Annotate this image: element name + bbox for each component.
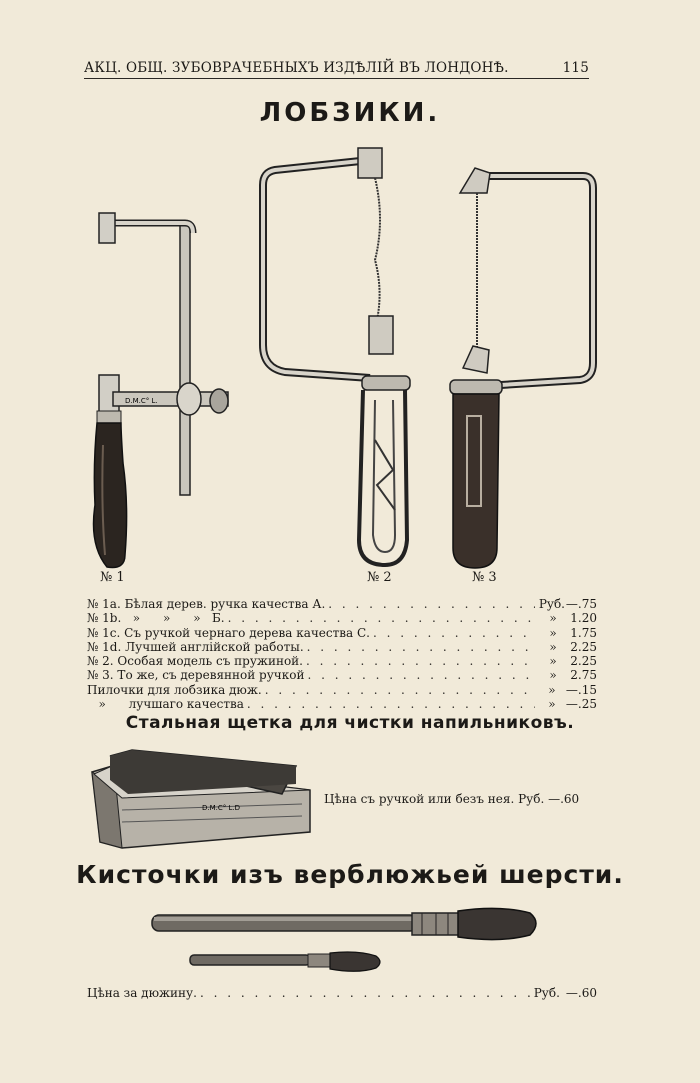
figure-label-1: № 1 (100, 570, 125, 585)
camel-brush-price-desc: Цѣна за дюжину. (87, 986, 197, 1000)
leader-dots (265, 683, 535, 697)
price-row (87, 640, 597, 654)
fretsaws-title: ЛОБЗИКИ. (259, 98, 441, 128)
fretsaw-no2-illustration (255, 140, 425, 570)
price-row (87, 697, 597, 711)
price-row-unit: » (549, 625, 557, 640)
figure-label-2: № 2 (367, 570, 392, 585)
camel-brushes-title: Кисточки изъ верблюжьей шерсти. (76, 860, 624, 889)
price-row-price: —.25 (565, 697, 597, 712)
steel-brush-stamp: D.M.C° L.D (202, 804, 241, 812)
price-row-price: 1.75 (570, 625, 597, 640)
running-title: АКЦ. ОБЩ. ЗУБОВРАЧЕБНЫХЪ ИЗДѢЛІЙ ВЪ ЛОНДОНѢ. (84, 60, 509, 76)
leader-dots (307, 640, 536, 654)
price-row (87, 611, 597, 625)
price-row-price: —.15 (565, 682, 597, 697)
leader-dots (373, 626, 536, 640)
leader-dots (328, 597, 535, 611)
page-number: 115 (562, 60, 589, 76)
price-row-unit: » (549, 639, 557, 654)
leader-dots (228, 611, 536, 625)
leader-dots (307, 668, 536, 682)
price-row (87, 597, 597, 611)
price-row-price: 1.20 (570, 611, 597, 626)
price-row-unit: » (548, 682, 556, 697)
price-row-unit: » (549, 668, 557, 683)
price-row-price: 2.25 (570, 639, 597, 654)
leader-dots (306, 654, 536, 668)
price-row-desc: № 2. Особая модель съ пружиной. (87, 654, 303, 669)
price-row-desc: » лучшаго качества (87, 697, 244, 712)
running-head (84, 60, 589, 79)
camel-brush-large-illustration (150, 905, 542, 945)
leader-dots (200, 986, 531, 1000)
price-row-unit: » (548, 697, 556, 712)
camel-brush-price-unit: Руб. (533, 986, 560, 1000)
price-row-desc: № 1a. Бѣлая дерев. ручка качества А. (87, 597, 326, 611)
price-row-unit: Руб. (538, 597, 565, 611)
price-row-unit: » (549, 654, 557, 669)
price-row-price: 2.75 (570, 668, 597, 683)
price-row (87, 626, 597, 640)
price-row-price: —.75 (565, 597, 597, 611)
figure-label-3: № 3 (472, 570, 497, 585)
camel-brush-price: —.60 (565, 986, 597, 1000)
steel-brush-illustration (92, 750, 314, 850)
price-row-unit: » (549, 611, 557, 626)
steel-brush-title: Стальная щетка для чистки напильниковъ. (125, 713, 575, 733)
fretsaw-no1-illustration (85, 205, 235, 575)
price-row-desc: Пилочки для лобзика дюж. (87, 682, 262, 697)
leader-dots (247, 697, 535, 711)
price-row-price: 2.25 (570, 654, 597, 669)
price-row-desc: № 3. То же, съ деревянной ручкой (87, 668, 305, 683)
price-row-desc: № 1d. Лучшей англійской работы. (87, 639, 304, 654)
camel-brush-small-illustration (188, 950, 384, 974)
camel-brush-price-line (87, 986, 597, 1000)
price-row (87, 654, 597, 668)
fretsaw-price-list (87, 597, 597, 711)
price-row (87, 668, 597, 682)
price-row (87, 683, 597, 697)
price-row-desc: № 1c. Съ ручкой чернаго дерева качества С. (87, 625, 370, 640)
price-row-desc: № 1b. » » » Б. (87, 611, 225, 626)
fretsaw-no1-stamp: D.M.C° L. (125, 397, 158, 405)
steel-brush-price: Цѣна съ ручкой или безъ нея. Руб. —.60 (324, 792, 580, 806)
fretsaw-no3-illustration (445, 158, 605, 573)
